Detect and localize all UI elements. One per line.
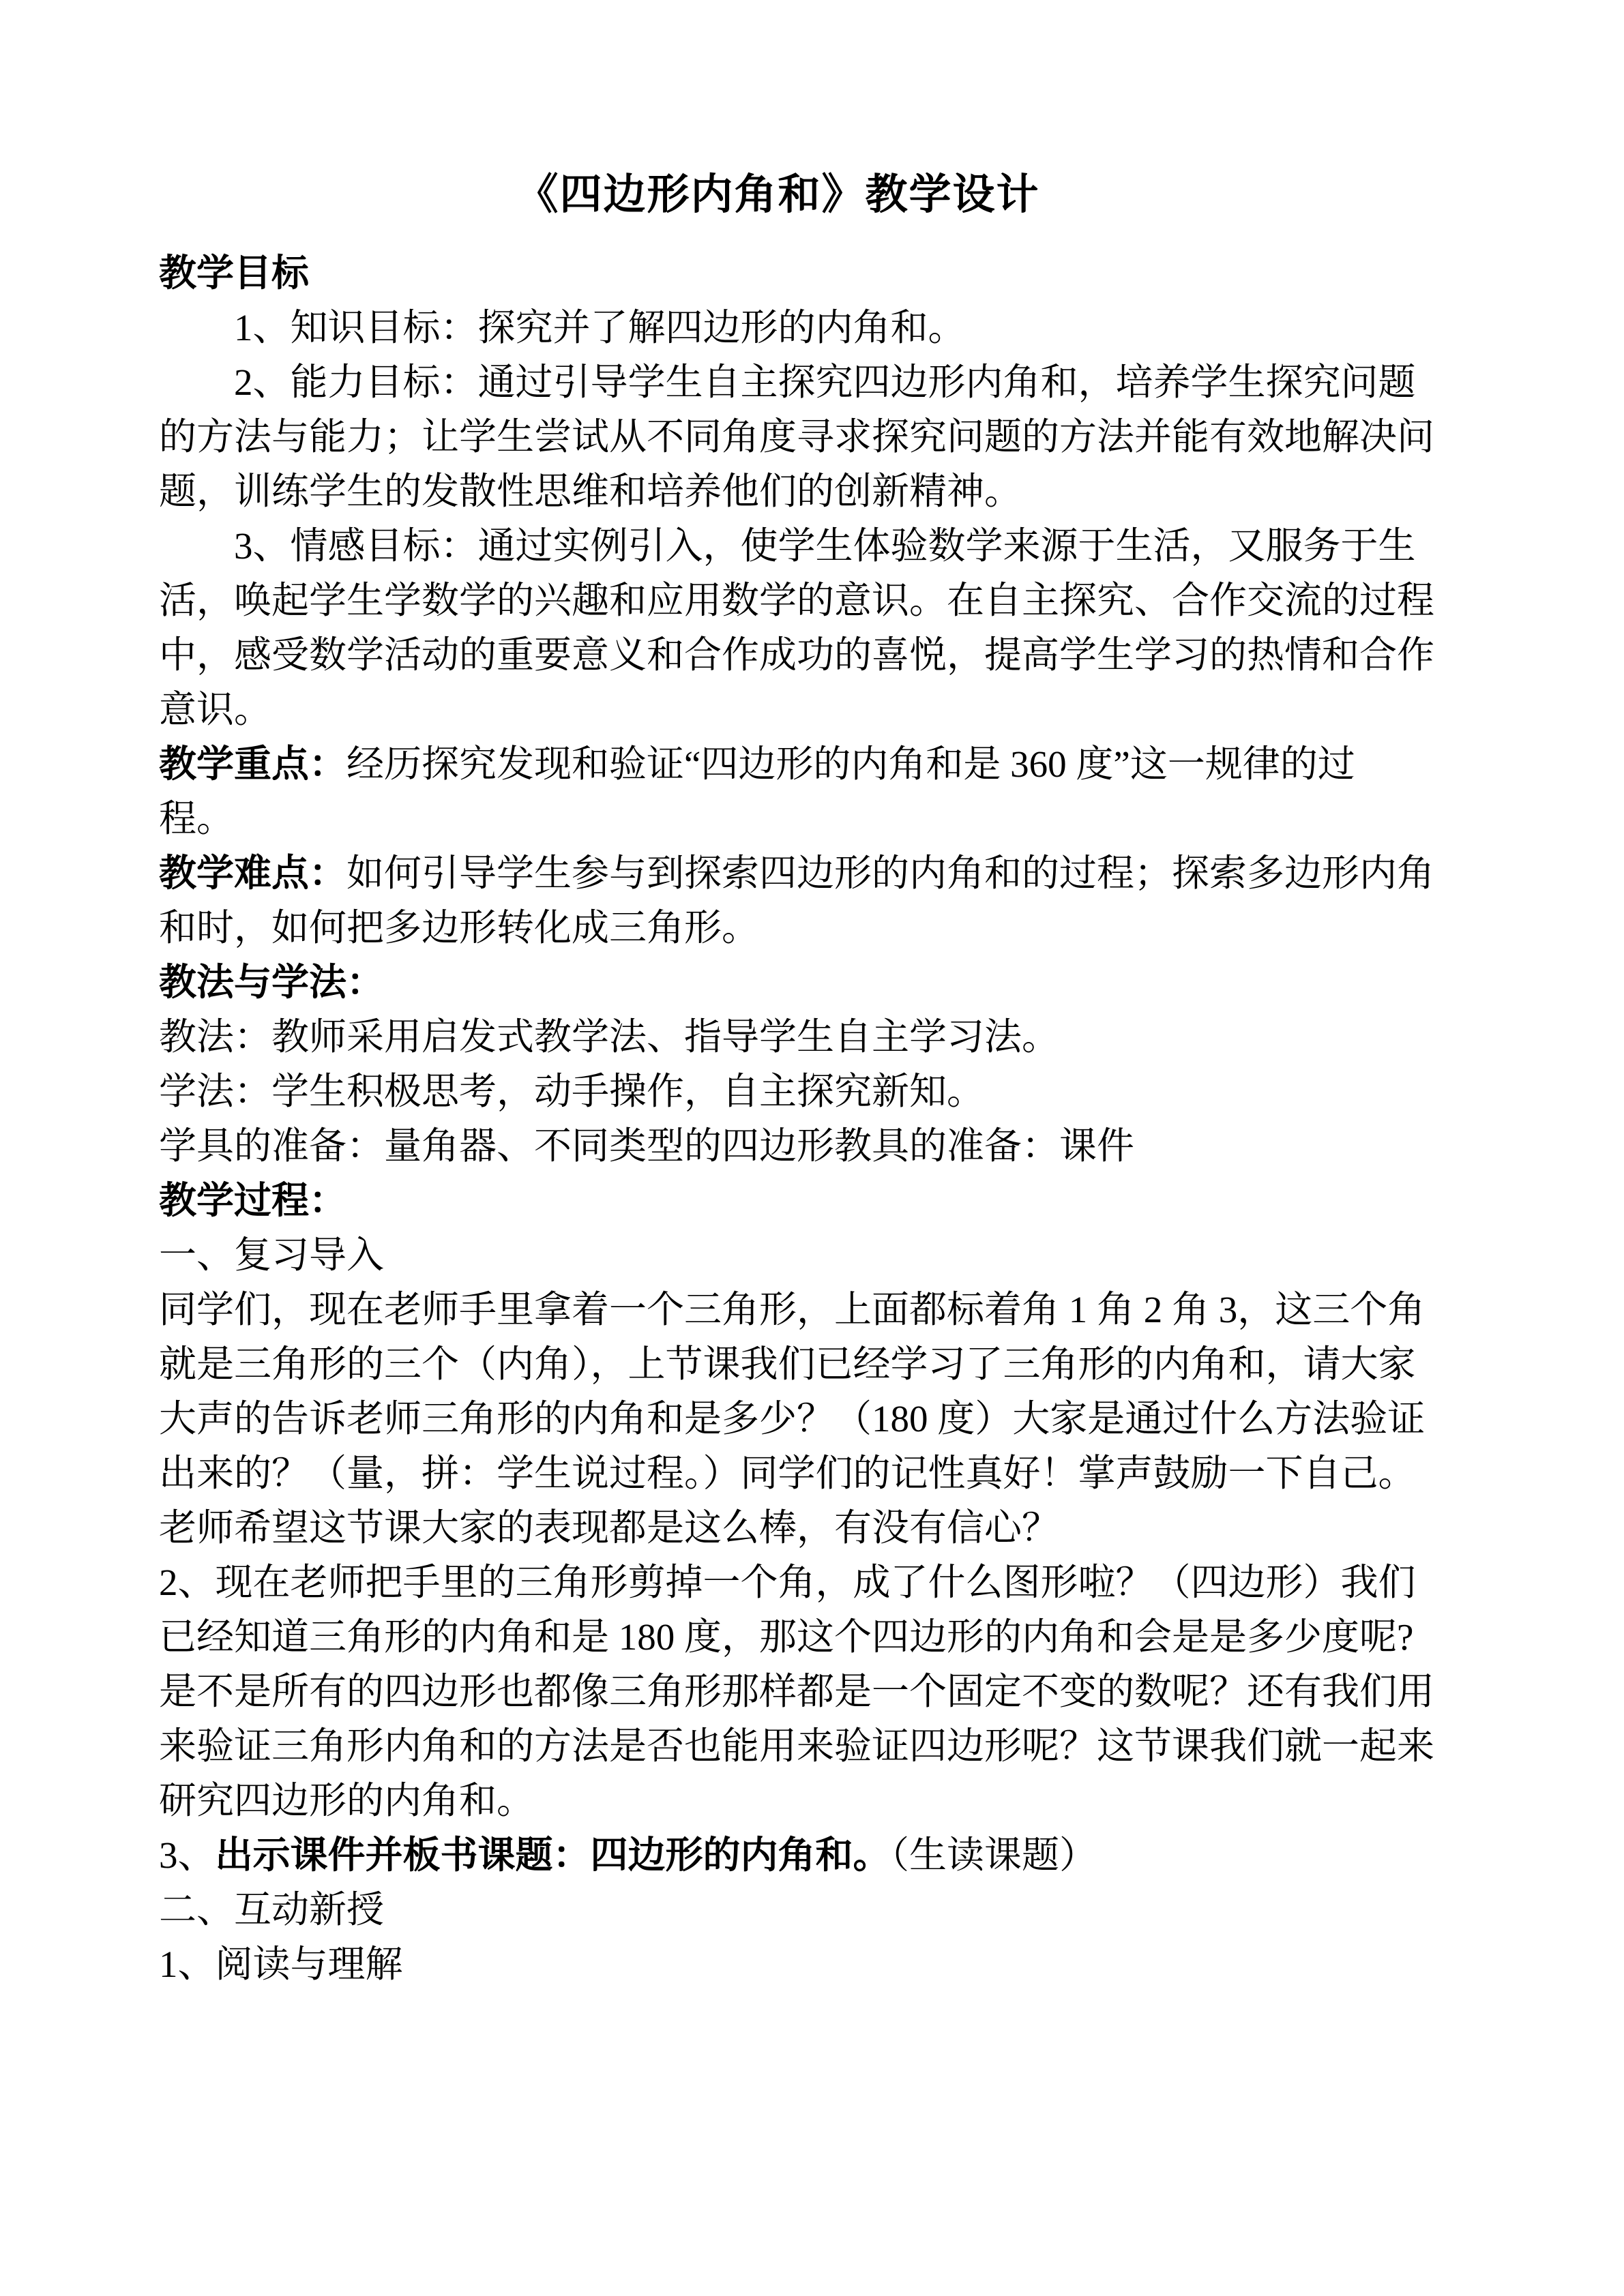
text-line (159, 955, 1523, 1010)
text-line (159, 683, 1523, 737)
text-line (159, 1010, 1523, 1064)
text-line (159, 1719, 1523, 1774)
text-line (159, 628, 1523, 683)
text-segment: 2、现在老师把手里的三角形剪掉一个角，成了什么图形啦？（四边形）我们 (159, 1562, 1416, 1603)
text-line (159, 1828, 1523, 1883)
text-line (159, 846, 1523, 901)
text-segment: 2、能力目标：通过引导学生自主探究四边形内角和，培养学生探究问题 (234, 361, 1416, 403)
text-line (159, 464, 1523, 519)
bold-text-segment: 教学重点： (159, 743, 347, 785)
text-line (159, 1555, 1523, 1610)
text-line (159, 737, 1523, 792)
text-line (159, 1283, 1523, 1337)
text-segment: 已经知道三角形的内角和是 180 度，那这个四边形的内角和会是是多少度呢? (159, 1616, 1414, 1658)
text-line (159, 1446, 1523, 1501)
text-segment: 研究四边形的内角和。 (159, 1780, 535, 1821)
text-line (159, 410, 1523, 464)
text-segment: 大声的告诉老师三角形的内角和是多少？（180 度）大家是通过什么方法验证 (159, 1398, 1426, 1440)
text-line (159, 1064, 1523, 1119)
text-segment: 是不是所有的四边形也都像三角形那样都是一个固定不变的数呢？还有我们用 (159, 1671, 1435, 1712)
bold-text-segment: 出示课件并板书课题：四边形的内角和。 (215, 1834, 891, 1876)
text-line (159, 792, 1523, 846)
text-segment: 3、情感目标：通过实例引入，使学生体验数学来源于生活，又服务于生 (234, 525, 1416, 567)
text-segment: 意识。 (159, 689, 272, 730)
text-line (159, 246, 1523, 301)
text-segment: 题，训练学生的发散性思维和培养他们的创新精神。 (159, 471, 1022, 512)
document-lines (159, 246, 1523, 1992)
text-line (159, 519, 1523, 573)
text-line (159, 355, 1523, 410)
text-segment: 老师希望这节课大家的表现都是这么棒，有没有信心？ (159, 1507, 1060, 1549)
text-segment: 来验证三角形内角和的方法是否也能用来验证四边形呢？这节课我们就一起来 (159, 1725, 1435, 1767)
text-segment: 出来的？（量，拼：学生说过程。）同学们的记性真好！掌声鼓励一下自己。 (159, 1452, 1416, 1494)
text-line (159, 573, 1523, 628)
text-line (159, 1337, 1523, 1392)
text-segment: （生读课题） (890, 1834, 1097, 1876)
bold-text-segment: 教学目标 (159, 252, 310, 294)
text-segment: 1、知识目标：探究并了解四边形的内角和。 (234, 307, 966, 348)
bold-text-segment: 教学难点： (159, 852, 347, 894)
document-title: 《四边形内角和》教学设计 (516, 169, 1040, 219)
text-segment: 同学们，现在老师手里拿着一个三角形，上面都标着角 1 角 2 角 3，这三个角 (159, 1289, 1426, 1330)
text-line (159, 301, 1523, 355)
text-segment: 的方法与能力；让学生尝试从不同角度寻求探究问题的方法并能有效地解决问 (159, 416, 1435, 458)
text-segment: 1、阅读与理解 (159, 1943, 403, 1985)
text-line (159, 1883, 1523, 1937)
text-segment: 中，感受数学活动的重要意义和合作成功的喜悦，提高学生学习的热情和合作 (159, 634, 1435, 676)
text-segment: 一、复习导入 (159, 1234, 385, 1276)
text-segment: 经历探究发现和验证“四边形的内角和是 360 度”这一规律的过 (346, 743, 1355, 785)
text-segment: 学法：学生积极思考，动手操作，自主探究新知。 (159, 1071, 985, 1112)
bold-text-segment: 教法与学法： (159, 961, 385, 1003)
text-line (159, 1501, 1523, 1555)
text-segment: 就是三角形的三个（内角），上节课我们已经学习了三角形的内角和，请大家 (159, 1343, 1416, 1385)
text-line (159, 1228, 1523, 1283)
text-line (159, 1392, 1523, 1446)
text-line (159, 901, 1523, 955)
text-segment: 如何引导学生参与到探索四边形的内角和的过程；探索多边形内角 (346, 852, 1435, 894)
text-line (159, 1774, 1523, 1828)
text-segment: 学具的准备：量角器、不同类型的四边形教具的准备：课件 (159, 1125, 1135, 1167)
text-segment: 教法：教师采用启发式教学法、指导学生自主学习法。 (159, 1016, 1060, 1058)
text-line (159, 1665, 1523, 1719)
text-line (159, 1937, 1523, 1992)
text-segment: 和时，如何把多边形转化成三角形。 (159, 907, 760, 949)
bold-text-segment: 教学过程： (159, 1180, 347, 1221)
text-segment: 3、 (159, 1834, 216, 1876)
text-segment: 程。 (159, 798, 235, 839)
text-segment: 二、互动新授 (159, 1889, 385, 1930)
text-line (159, 1119, 1523, 1174)
text-segment: 活，唤起学生学数学的兴趣和应用数学的意识。在自主探究、合作交流的过程 (159, 580, 1435, 621)
text-line (159, 1610, 1523, 1665)
text-line (159, 1174, 1523, 1228)
